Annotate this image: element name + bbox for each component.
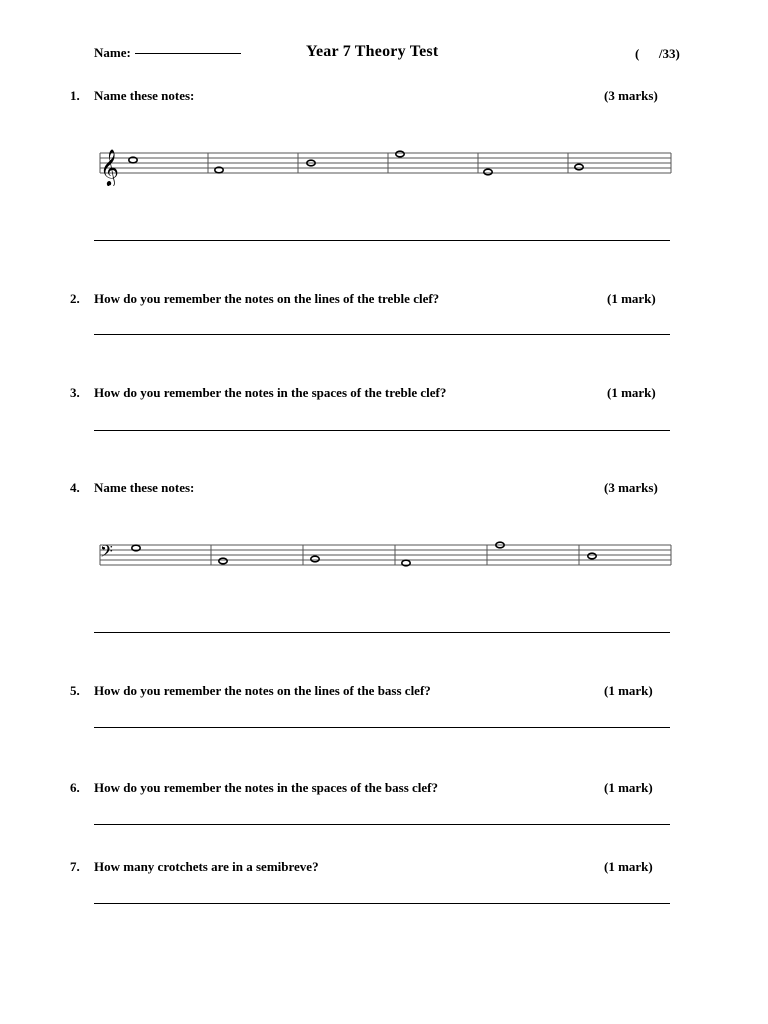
question-3-text: How do you remember the notes in the spaces of the treble clef?: [94, 385, 447, 400]
question-1-text: Name these notes:: [94, 88, 195, 103]
question-4-text: Name these notes:: [94, 480, 195, 495]
question-6-marks: (1 mark): [604, 780, 653, 795]
question-4-marks: (3 marks): [604, 480, 658, 495]
treble-clef-icon: [100, 148, 119, 186]
note-whole: [311, 556, 319, 562]
note-whole: [396, 151, 404, 157]
question-5-answer-line[interactable]: [94, 727, 670, 728]
question-5-text: How do you remember the notes on the lines of the bass clef?: [94, 683, 431, 698]
question-2-text: How do you remember the notes on the lines of the treble clef?: [94, 291, 440, 306]
bass-clef-icon: [100, 541, 113, 565]
question-1-marks: (3 marks): [604, 88, 658, 103]
question-5-number: 5.: [70, 683, 80, 698]
svg-text:𝄞: 𝄞: [100, 148, 119, 186]
note-whole: [575, 164, 583, 170]
question-7-marks: (1 mark): [604, 859, 653, 874]
note-whole: [588, 553, 596, 559]
question-6-text: How do you remember the notes in the spaces of the bass clef?: [94, 780, 438, 795]
name-answer-line[interactable]: [135, 53, 241, 54]
question-3-number: 3.: [70, 385, 80, 400]
question-6-number: 6.: [70, 780, 80, 795]
name-field: [94, 45, 241, 61]
bass-staff: [95, 534, 673, 579]
note-whole: [484, 169, 492, 175]
question-6-answer-line[interactable]: [94, 824, 670, 825]
question-1-answer-line[interactable]: [94, 240, 670, 241]
question-2-number: 2.: [70, 291, 80, 306]
name-label: Name:: [94, 45, 131, 60]
page-title: Year 7 Theory Test: [306, 43, 439, 60]
question-7-text: How many crotchets are in a semibreve?: [94, 859, 319, 874]
question-2-answer-line[interactable]: [94, 334, 670, 335]
treble-staff: [95, 142, 673, 191]
question-5-marks: (1 mark): [604, 683, 653, 698]
question-4-number: 4.: [70, 480, 80, 495]
question-2-marks: (1 mark): [607, 291, 656, 306]
note-whole: [219, 558, 227, 564]
question-1-number: 1.: [70, 88, 80, 103]
question-3-answer-line[interactable]: [94, 430, 670, 431]
question-4-answer-line[interactable]: [94, 632, 670, 633]
question-7-answer-line[interactable]: [94, 903, 670, 904]
score-box: ( /33): [635, 46, 680, 61]
question-7-number: 7.: [70, 859, 80, 874]
svg-text:𝄢: 𝄢: [100, 541, 113, 565]
question-3-marks: (1 mark): [607, 385, 656, 400]
